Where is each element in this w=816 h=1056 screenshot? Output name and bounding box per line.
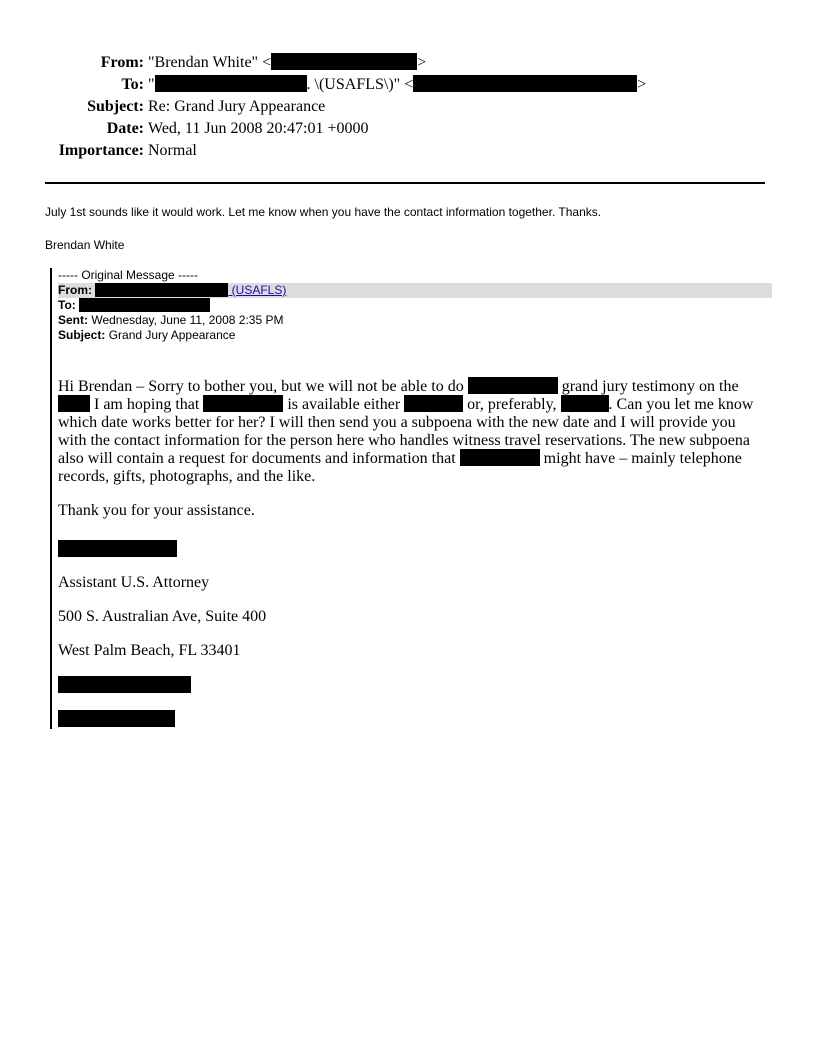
original-sent-label: Sent: — [58, 313, 88, 327]
header-divider — [45, 182, 765, 184]
subject-label: Subject: — [87, 98, 144, 115]
subject-value: Re: Grand Jury Appearance — [148, 98, 326, 115]
original-message-body — [58, 378, 768, 536]
signature-address-line-2: West Palm Beach, FL 33401 — [58, 642, 241, 659]
redaction-box — [460, 449, 540, 466]
body-text: might have – mainly telephone records, gifts, photographs, and the like. — [58, 450, 742, 485]
to-quote: " — [148, 76, 155, 93]
redaction-box — [561, 395, 609, 412]
email-header — [0, 52, 816, 162]
body-text: Hi Brendan – Sorry to bother you, but we will not be able to do — [58, 378, 468, 395]
body-text: I am hoping that — [90, 396, 204, 413]
reply-signer: Brendan White — [45, 238, 125, 252]
from-label: From: — [100, 54, 144, 71]
original-from-row — [58, 283, 772, 298]
redaction-box — [155, 75, 307, 92]
signature-address-line-1: 500 S. Australian Ave, Suite 400 — [58, 608, 267, 625]
signature-title: Assistant U.S. Attorney — [58, 574, 210, 591]
original-subject-label: Subject: — [58, 328, 106, 342]
body-paragraph-1 — [58, 378, 768, 486]
redaction-box — [413, 75, 637, 92]
original-subject-row — [58, 328, 772, 343]
to-value — [148, 74, 646, 96]
redaction-box — [468, 377, 558, 394]
original-to-row — [58, 298, 772, 313]
reply-text: July 1st sounds like it would work. Let me know when you have the contact information together. Thanks. — [45, 205, 602, 219]
redaction-box — [271, 53, 417, 70]
redaction-box — [95, 283, 228, 297]
redaction-box — [79, 298, 210, 312]
to-org: . \(USAFLS\)" < — [306, 76, 414, 93]
from-value — [148, 52, 426, 74]
redaction-box — [58, 676, 191, 693]
redaction-box — [58, 540, 177, 557]
importance-value: Normal — [148, 142, 197, 159]
original-from-label: From: — [58, 283, 92, 297]
redaction-box — [404, 395, 463, 412]
to-label: To: — [121, 76, 144, 93]
original-from-link[interactable]: (USAFLS) — [228, 283, 287, 297]
date-label: Date: — [106, 120, 144, 137]
to-row — [0, 74, 816, 96]
subject-row — [0, 96, 816, 118]
original-divider: ----- Original Message ----- — [58, 268, 199, 282]
body-text: is available either — [283, 396, 405, 413]
original-message-header — [58, 268, 772, 343]
date-value: Wed, 11 Jun 2008 20:47:01 +0000 — [148, 120, 369, 137]
from-bracket: > — [417, 54, 427, 71]
original-to-label: To: — [58, 298, 76, 312]
importance-label: Importance: — [58, 142, 144, 159]
original-sent-value: Wednesday, June 11, 2008 2:35 PM — [91, 313, 284, 327]
body-text: . Can you let me know which date works better for her? I will then send you a subpoena with the new date and I will provide you with the contact information for the person here who handles witness travel reservations. The new subpoena also will contain a request for documents and information that — [58, 396, 754, 467]
to-bracket: > — [637, 76, 647, 93]
redaction-box — [58, 710, 175, 727]
body-text: or, preferably, — [463, 396, 561, 413]
original-sent-row — [58, 313, 772, 328]
quoted-original-message — [50, 268, 774, 729]
redaction-box — [58, 395, 90, 412]
redaction-box — [203, 395, 283, 412]
from-row — [0, 52, 816, 74]
body-text: grand jury testimony on the — [557, 378, 739, 395]
original-subject-value: Grand Jury Appearance — [108, 328, 236, 342]
body-paragraph-2: Thank you for your assistance. — [58, 502, 255, 519]
importance-row — [0, 140, 816, 162]
date-row — [0, 118, 816, 140]
from-name: "Brendan White" < — [148, 54, 272, 71]
